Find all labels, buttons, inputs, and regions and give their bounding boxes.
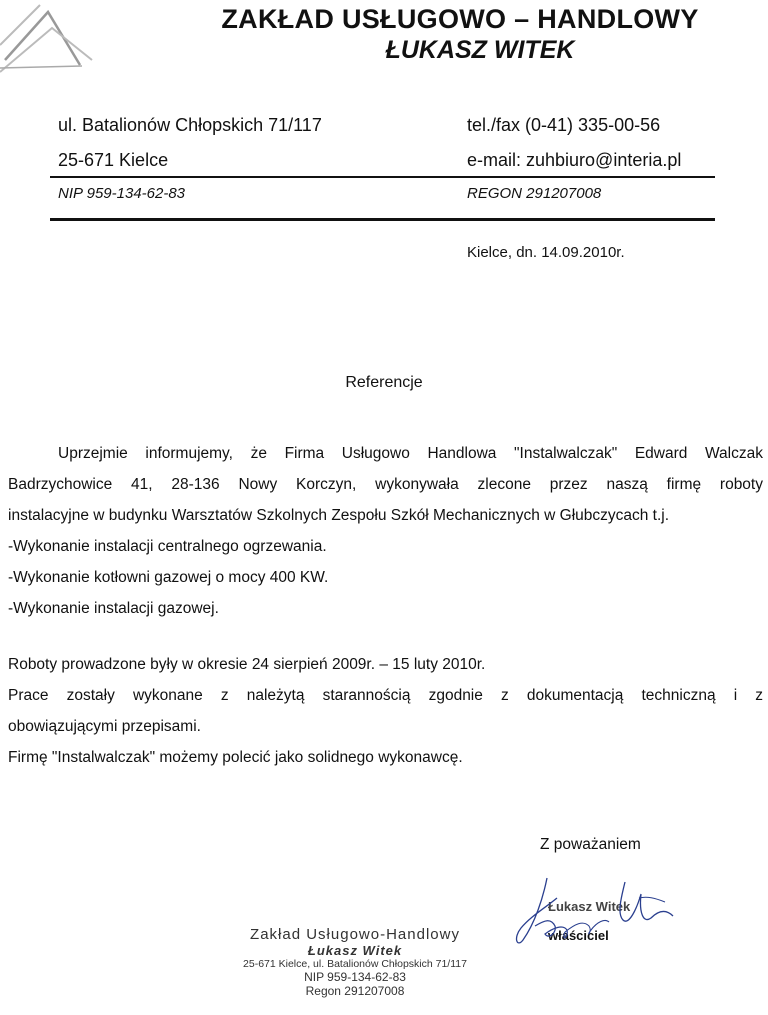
paragraph-3-line-2: obowiązującymi przepisami. (8, 718, 201, 735)
address-city: 25-671 Kielce (58, 150, 169, 170)
paragraph-4: Firmę "Instalwalczak" możemy polecić jako solidnego wykonawcę. (8, 749, 463, 766)
paragraph-1-line-1: Uprzejmie informujemy, że Firma Usługowo Handlowa "Instalwalczak" Edward Walczak (58, 445, 763, 462)
header-divider-top (50, 176, 715, 178)
email: e-mail: zuhbiuro@interia.pl (467, 150, 682, 170)
stamp-nip: NIP 959-134-62-83 (304, 970, 406, 984)
phone-fax: tel./fax (0-41) 335-00-56 (467, 115, 661, 135)
signature-stamp-name: Łukasz Witek (548, 899, 631, 914)
list-item: -Wykonanie instalacji centralnego ogrzewania. (8, 538, 327, 555)
stamp-regon: Regon 291207008 (305, 984, 405, 998)
list-item: -Wykonanie instalacji gazowej. (8, 600, 219, 617)
paragraph-1-line-3: instalacyjne w budynku Warsztatów Szkolnych Zespołu Szkół Mechanicznych w Głubczycach t.j. (8, 507, 670, 524)
stamp-address: 25-671 Kielce, ul. Batalionów Chłopskich 71/117 (243, 958, 467, 970)
signature-stamp-title: właściciel (548, 928, 609, 943)
handwritten-signature (505, 868, 690, 953)
paragraph-2: Roboty prowadzone były w okresie 24 sierpień 2009r. – 15 luty 2010r. (8, 656, 486, 673)
company-logo (0, 0, 95, 85)
list-item: -Wykonanie kotłowni gazowej o mocy 400 KW. (8, 569, 329, 586)
company-stamp (225, 926, 485, 998)
stamp-company-name: Zakład Usługowo-Handlowy (250, 926, 460, 943)
nip-number: NIP 959-134-62-83 (58, 185, 186, 202)
regon-number: REGON 291207008 (467, 185, 602, 202)
owner-name: ŁUKASZ WITEK (385, 36, 575, 64)
address-street: ul. Batalionów Chłopskich 71/117 (58, 115, 322, 135)
closing-regards: Z poważaniem (540, 836, 641, 853)
header-divider-bottom (50, 218, 715, 221)
company-name: ZAKŁAD USŁUGOWO – HANDLOWY (221, 4, 699, 34)
paragraph-3-line-1: Prace zostały wykonane z należytą starannością zgodnie z dokumentacją techniczną i z (8, 687, 763, 704)
letter-date: Kielce, dn. 14.09.2010r. (467, 244, 625, 261)
stamp-owner-name: Łukasz Witek (307, 943, 403, 958)
letter-subject: Referencje (345, 374, 423, 391)
paragraph-1-line-2: Badrzychowice 41, 28-136 Nowy Korczyn, wykonywała zlecone przez naszą firmę roboty (8, 476, 763, 493)
